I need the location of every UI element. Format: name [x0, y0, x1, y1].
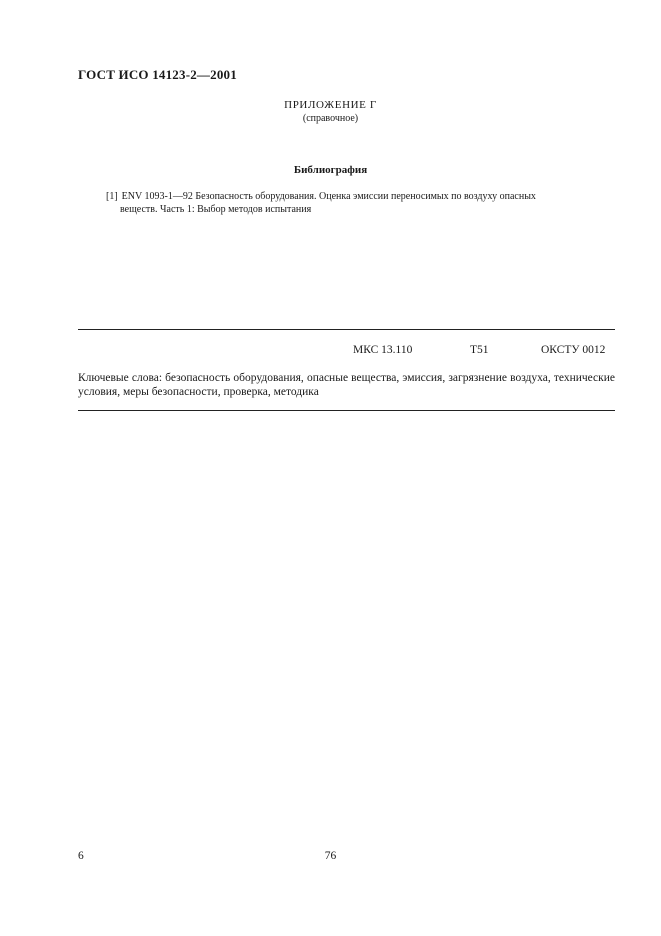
appendix-title: ПРИЛОЖЕНИЕ Г	[284, 99, 377, 111]
bibliography-title: Библиография	[293, 164, 368, 176]
bibliography-entry-line1: ENV 1093-1—92 Безопасность оборудования. Оценка эмиссии переносимых по воздуху опасных	[121, 191, 536, 202]
bottom-divider	[78, 410, 615, 411]
appendix-subtitle: (справочное)	[302, 113, 359, 124]
top-divider	[78, 329, 615, 330]
document-header: ГОСТ ИСО 14123-2—2001	[78, 67, 237, 82]
page-number-left: 6	[78, 850, 84, 862]
t-code: Т51	[470, 344, 489, 356]
bibliography-entry-number: [1]	[106, 191, 118, 202]
bibliography-entry	[106, 190, 606, 216]
keywords-paragraph: Ключевые слова: безопасность оборудования, опасные вещества, эмиссия, загрязнение воздуха, технические условия, меры безопасности, проверка, методика	[78, 372, 615, 398]
page-number-center: 76	[324, 850, 337, 862]
bibliography-entry-line2: веществ. Часть 1: Выбор методов испытания	[120, 204, 312, 215]
okstu-code: ОКСТУ 0012	[541, 344, 606, 356]
mks-code: МКС 13.110	[353, 344, 413, 356]
